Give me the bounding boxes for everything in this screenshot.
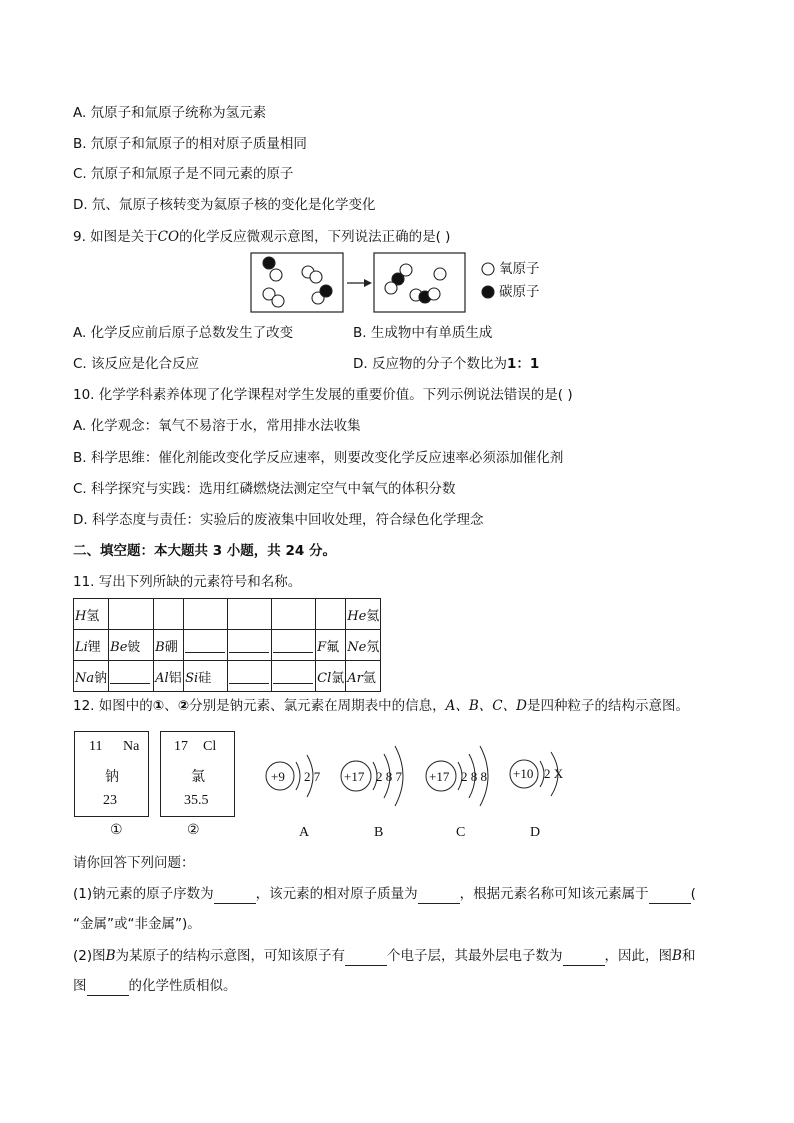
element-table [73,598,381,692]
cell-si: Si硅 [184,661,228,692]
atom-b-nucleus: +17 [344,769,365,784]
q12-part1-line2: “金属”或“非金属”)。 [73,916,201,932]
blank-cell[interactable] [228,661,272,692]
cell-h: H氢 [74,599,109,630]
atom-d-shells: 2 X [544,766,564,781]
q12-part1: (1)钠元素的原子序数为 ，该元素的相对原子质量为 ，根据元素名称可知该元素属于 ( [73,886,696,902]
legend-carbon: 碳原子 [499,284,540,300]
atom-a-shells: 2 7 [304,769,321,784]
q9-option-d: D. 反应物的分子个数比为1：1 [353,356,540,372]
label-a: A [299,825,310,840]
atom-c-nucleus: +17 [429,769,450,784]
atom-c-shells: 2 8 8 [461,769,487,784]
section-heading: 二、填空题：本大题共 3 小题，共 24 分。 [73,543,336,559]
q8-option-c: C. 氘原子和氚原子是不同元素的原子 [73,166,294,182]
q9-stem: 9. 如图是关于CO的化学反应微观示意图，下列说法正确的是( ) [73,229,451,245]
cell-al: Al铝 [154,661,184,692]
cell-ne: Ne氖 [346,630,381,661]
q10-option-d: D. 科学态度与责任：实验后的废液集中回收处理，符合绿色化学理念 [73,512,484,528]
q12-part2-line2: 图 的化学性质相似。 [73,978,237,994]
q8-option-b: B. 氘原子和氚原子的相对原子质量相同 [73,136,307,152]
blank-cell[interactable] [272,630,316,661]
q10-option-b: B. 科学思维：催化剂能改变化学反应速率，则要改变化学反应速率必须添加催化剂 [73,450,564,466]
q12-ask: 请你回答下列问题： [73,855,195,871]
chlorine-element-card: 17 Cl 氯 35.5 [160,731,235,817]
blank-cell[interactable] [184,630,228,661]
q12-part2: (2)图B为某原子的结构示意图，可知该原子有 个电子层，其最外层电子数为 ，因此，图B和 [73,948,696,964]
q10-option-a: A. 化学观念：氧气不易溶于水，常用排水法收集 [73,418,361,434]
cell-ar: Ar氩 [346,661,381,692]
cell-b: B硼 [154,630,184,661]
answer-blank[interactable] [345,951,387,966]
cell-be: Be铍 [109,630,154,661]
q9-option-a: A. 化学反应前后原子总数发生了改变 [73,325,294,341]
label-circle-2: ② [187,823,200,838]
carbon-legend-icon [482,286,494,298]
label-c: C [456,825,466,840]
label-b: B [374,825,384,840]
q10-stem: 10. 化学学科素养体现了化学课程对学生发展的重要价值。下列示例说法错误的是( ) [73,387,573,403]
blank-cell[interactable] [109,661,154,692]
legend-oxygen: 氧原子 [499,261,540,277]
cell-na: Na钠 [74,661,109,692]
label-circle-1: ① [110,823,123,838]
cell-cl: Cl氯 [316,661,346,692]
atom-a-nucleus: +9 [271,769,285,784]
answer-blank[interactable] [649,889,691,904]
cell-he: He氦 [346,599,381,630]
q9-option-b: B. 生成物中有单质生成 [353,325,493,341]
q11-stem: 11. 写出下列所缺的元素符号和名称。 [73,574,302,590]
label-d: D [530,825,541,840]
cell-f: F氟 [316,630,346,661]
oxygen-legend-icon [482,263,494,275]
answer-blank[interactable] [418,889,460,904]
blank-cell[interactable] [228,630,272,661]
answer-blank[interactable] [563,951,605,966]
cell-li: Li锂 [74,630,109,661]
q8-option-d: D. 氘、氚原子核转变为氦原子核的变化是化学变化 [73,197,376,213]
q8-option-a: A. 氘原子和氚原子统称为氢元素 [73,105,267,121]
answer-blank[interactable] [214,889,256,904]
atom-d-nucleus: +10 [513,766,534,781]
atom-b-shells: 2 8 7 [376,769,402,784]
blank-cell[interactable] [272,661,316,692]
sodium-element-card: 11 Na 钠 23 [74,731,149,817]
answer-blank[interactable] [87,981,129,996]
q10-option-c: C. 科学探究与实践：选用红磷燃烧法测定空气中氧气的体积分数 [73,481,456,497]
q9-option-c: C. 该反应是化合反应 [73,356,200,372]
q12-stem: 12. 如图中的①、②分别是钠元素、氯元素在周期表中的信息，A、B、C、D是四种粒子的结构示意图。 [73,698,689,714]
